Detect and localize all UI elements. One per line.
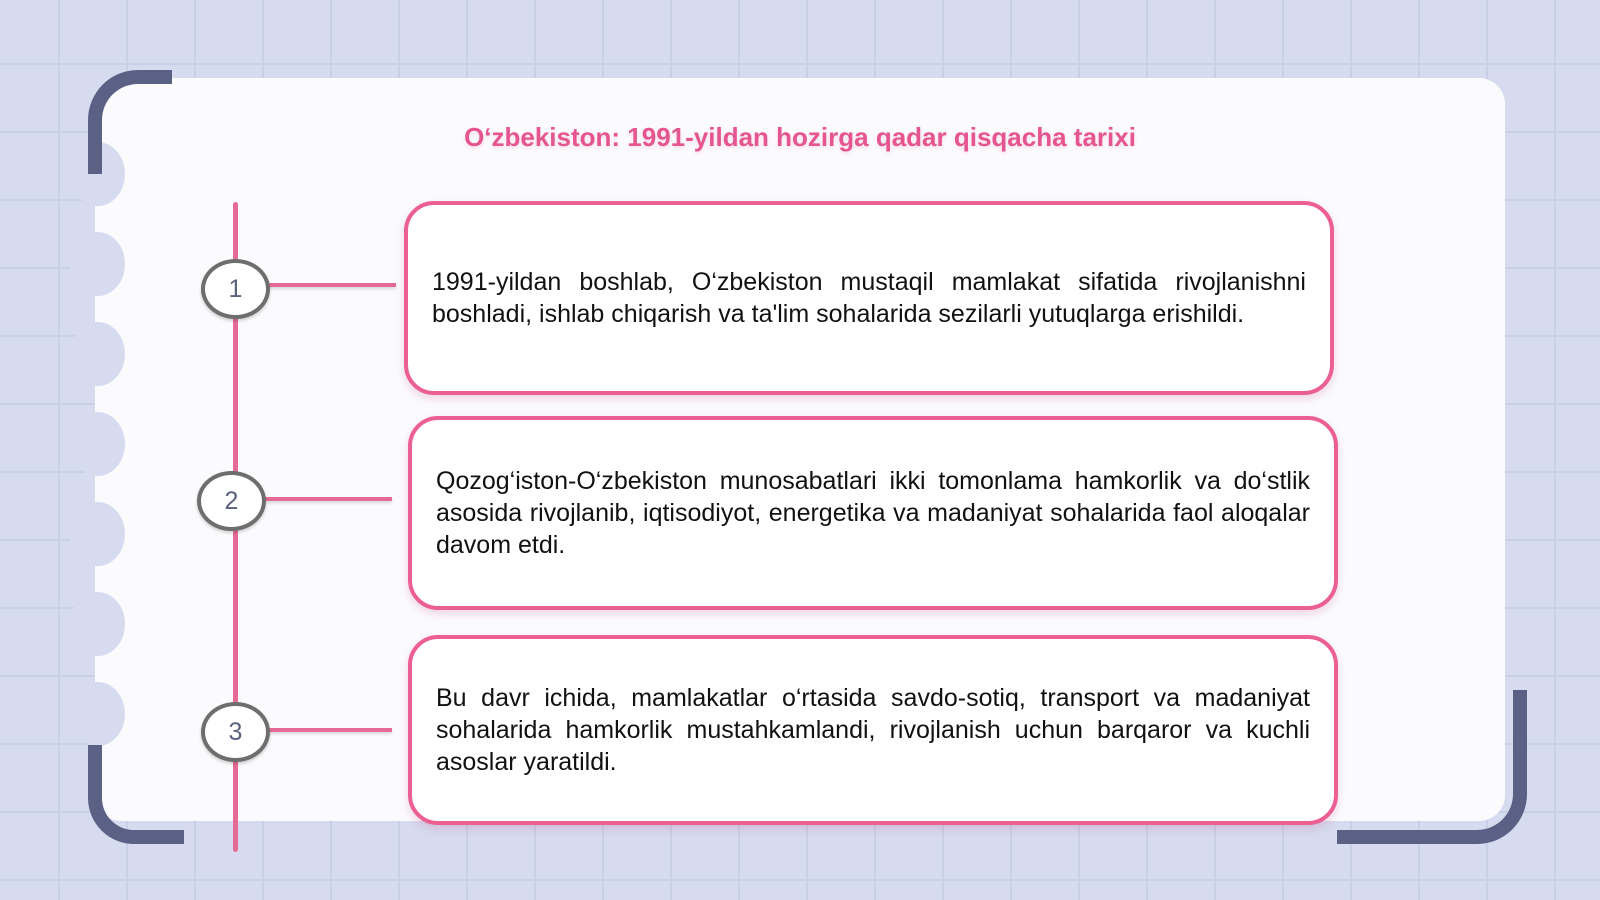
slide-title: Oʻzbekiston: 1991-yildan hozirga qadar qisqacha tarixi <box>464 122 1136 152</box>
corner-bracket-bottom-left <box>88 745 184 844</box>
paper-scallop-decoration <box>70 592 125 656</box>
timeline-card-2 <box>408 416 1338 610</box>
timeline-connector-3 <box>266 728 392 732</box>
paper-scallop-decoration <box>70 232 125 296</box>
timeline-card-text: Bu davr ichida, mamlakatlar o‘rtasida savdo-sotiq, transport va madaniyat sohalarida hamkorlik mustahkamlandi, rivojlanish uchun barqaror va kuchli asoslar yaratildi. <box>436 684 1310 776</box>
timeline-node-number: 1 <box>228 274 243 303</box>
paper-scallop-decoration <box>70 412 125 476</box>
timeline-card-text: Qozog‘iston-O‘zbekiston munosabatlari ikki tomonlama hamkorlik va do‘stlik asosida rivojlanib, iqtisodiyot, energetika va madaniyat sohalarida faol aloqalar davom etdi. <box>436 467 1310 559</box>
corner-bracket-bottom-right <box>1337 690 1527 844</box>
timeline-card-text: 1991-yildan boshlab, O‘zbekiston mustaqil mamlakat sifatida rivojlanishni boshladi, ishlab chiqarish va ta'lim sohalarida sezilarli yutuqlarga erishildi. <box>432 268 1306 328</box>
timeline-node-number: 2 <box>224 486 239 515</box>
timeline-node-1 <box>201 259 270 319</box>
paper-scallop-decoration <box>70 502 125 566</box>
paper-scallop-decoration <box>70 682 125 746</box>
paper-scallop-decoration <box>70 322 125 386</box>
timeline-card-3 <box>408 635 1338 825</box>
timeline-connector-2 <box>262 497 392 501</box>
timeline-node-3 <box>201 702 270 762</box>
timeline-node-2 <box>197 471 266 531</box>
timeline-node-number: 3 <box>228 717 243 746</box>
timeline-connector-1 <box>266 283 396 287</box>
timeline-card-1 <box>404 201 1334 395</box>
